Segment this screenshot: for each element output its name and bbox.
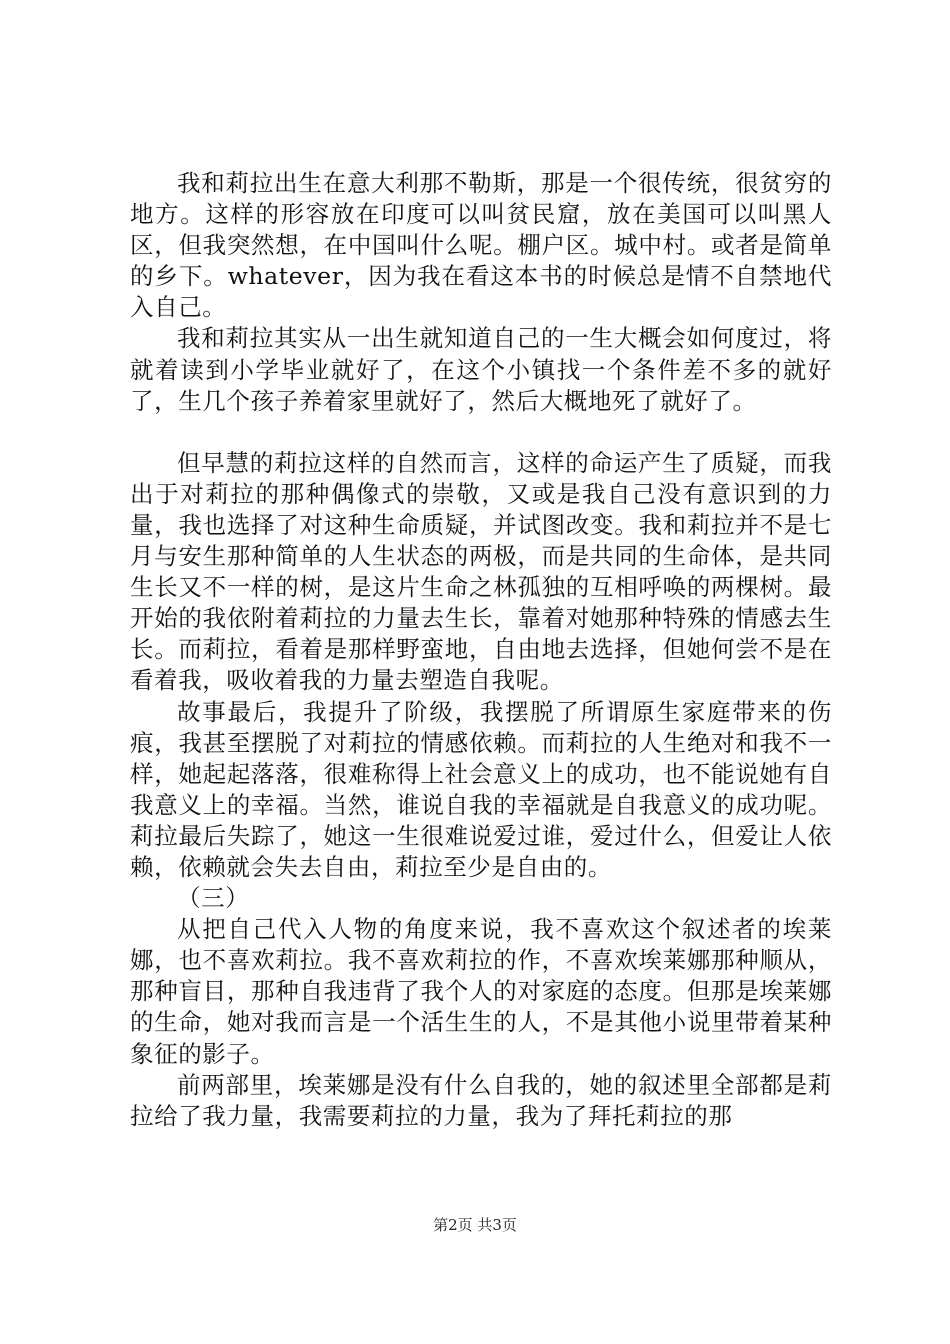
paragraph-6: 前两部里，埃莱娜是没有什么自我的，她的叙述里全部都是莉拉给了我力量，我需要莉拉的力量，我为了拜托莉拉的那 bbox=[130, 1070, 832, 1130]
paragraph-4: 故事最后，我提升了阶级，我摆脱了所谓原生家庭带来的伤痕，我甚至摆脱了对莉拉的情感依赖。而莉拉的人生绝对和我不一样，她起起落落，很难称得上社会意义上的成功，也不能说她有自我意义上的幸福。当然，谁说自我的幸福就是自我意义的成功呢。莉拉最后失踪了，她这一生很难说爱过谁，爱过什么，但爱让人依赖，依赖就会失去自由，莉拉至少是自由的。 bbox=[130, 697, 832, 881]
section-heading: （三） bbox=[177, 884, 250, 913]
paragraph-1: 我和莉拉出生在意大利那不勒斯，那是一个很传统，很贫穷的地方。这样的形容放在印度可以叫贫民窟，放在美国可以叫黑人区，但我突然想，在中国叫什么呢。棚户区。城中村。或者是简单的乡下。whatever，因为我在看这本书的时候总是情不自禁地代入自己。 bbox=[130, 169, 832, 322]
page-footer: 第2页 共3页 bbox=[433, 1216, 517, 1234]
paragraph-3: 但早慧的莉拉这样的自然而言，这样的命运产生了质疑，而我出于对莉拉的那种偶像式的崇敬，又或是我自己没有意识到的力量，我也选择了对这种生命质疑，并试图改变。我和莉拉并不是七月与安生那种简单的人生状态的两极，而是共同的生命体，是共同生长又不一样的树，是这片生命之林孤独的互相呼唤的两棵树。最开始的我依附着莉拉的力量去生长，靠着对她那种特殊的情感去生长。而莉拉，看着是那样野蛮地，自由地去选择，但她何尝不是在看着我，吸收着我的力量去塑造自我呢。 bbox=[130, 448, 832, 695]
document-body bbox=[130, 168, 832, 1132]
paragraph-2: 我和莉拉其实从一出生就知道自己的一生大概会如何度过，将就着读到小学毕业就好了，在这个小镇找一个条件差不多的就好了，生几个孩子养着家里就好了，然后大概地死了就好了。 bbox=[130, 324, 832, 415]
paragraph-5: 从把自己代入人物的角度来说，我不喜欢这个叙述者的埃莱娜，也不喜欢莉拉。我不喜欢莉拉的作，不喜欢埃莱娜那种顺从，那种盲目，那种自我违背了我个人的对家庭的态度。但那是埃莱娜的生命，她对我而言是一个活生生的人，不是其他小说里带着某种象征的影子。 bbox=[130, 915, 832, 1068]
